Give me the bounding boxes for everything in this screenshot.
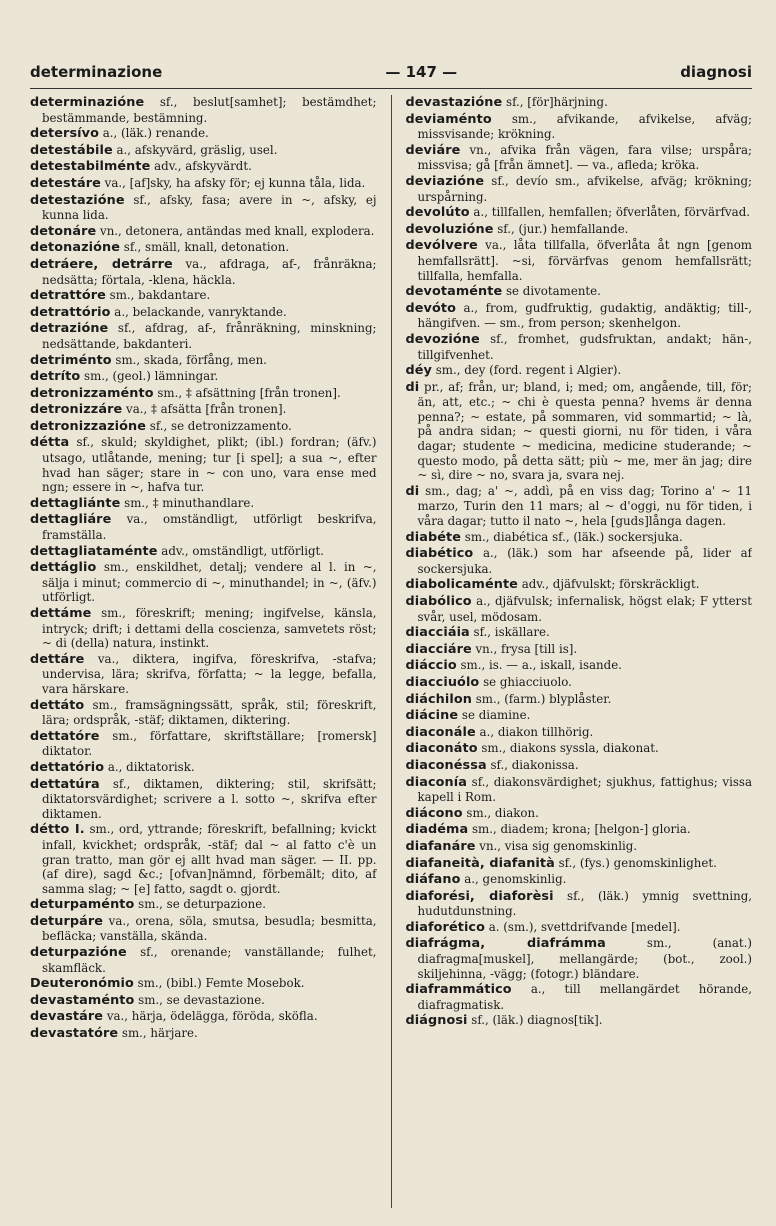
entry-headword: detonáre [30,223,97,239]
entry-definition: vn., frysa [till is]. [471,641,578,656]
dictionary-entry [30,652,377,697]
dictionary-entry [30,321,377,351]
entry-definition: sm., bakdantare. [105,288,211,303]
dictionary-entry [30,606,377,651]
entry-definition: sf., diakonissa. [486,757,579,772]
entry-definition: sm., (bibl.) Femte Mosebok. [133,976,305,991]
entry-definition: sm., framsägningssätt, språk, stil; föreskrift, lära; ordspråk, -stäf; diktamen, diktering. [42,697,377,728]
dictionary-entry [406,238,753,283]
entry-headword: detonazióne [30,240,121,256]
entry-definition: a., till mellangärdet hörande, diafragmatisk. [417,982,752,1012]
entry-definition: a., genomskinlig. [460,872,567,887]
dictionary-entry [406,725,753,741]
entry-headword: deturpaménto [30,897,135,913]
dictionary-entry [30,560,377,605]
entry-definition: sm., diakons syssla, diakonat. [477,741,659,756]
entry-definition: vn., afvika från vägen, fara vilse; urspåra; missvisa; gå [från ämnet]. — va., afleda; kröka. [417,142,752,173]
entry-headword: diágnosi [405,1013,468,1029]
dictionary-entry [406,806,753,822]
entry-headword: dettagliataménte [30,543,158,559]
dictionary-entry [30,976,377,992]
entry-definition: se diamine. [458,708,531,723]
entry-definition: va., orena, söla, smutsa, besudla; besmitta, befläcka; vanställa, skända. [42,913,377,944]
dictionary-entry [30,240,377,256]
dictionary-entry [30,126,377,142]
entry-definition: sm., föreskrift; mening; ingifvelse, känsla, intryck; drift; i dettami della coscienza, samvetets röst; ~ di (della) natura, instinkt. [42,606,377,651]
entry-headword: diácine [405,708,459,724]
entry-headword: diaconále [405,724,476,740]
dictionary-entry [406,775,753,805]
entry-definition: sf., (läk.) diagnos[tik]. [467,1013,603,1028]
dictionary-entry [406,363,753,379]
dictionary-entry [30,496,377,512]
dictionary-entry [30,777,377,822]
dictionary-entry [30,224,377,240]
entry-definition: va., omständligt, utförligt beskrifva, framställa. [42,512,377,543]
entry-definition: sm., diakon. [462,805,539,820]
entry-definition: sf., devío sm., afvikelse, afväg; krökning; urspårning. [417,173,752,204]
dictionary-entry [406,301,753,331]
entry-headword: detríto [30,369,81,385]
entry-definition: a., diakon tillhörig. [475,724,594,739]
entry-headword: dettáme [30,606,92,621]
dictionary-entry [30,914,377,944]
dictionary-entry [30,729,377,759]
entry-definition: sm., (farm.) blyplåster. [471,691,612,706]
entry-definition: sm., dey (ford. regent i Algier). [431,363,622,378]
header-left-guideword: determinazione [30,63,163,81]
entry-definition: sm., (anat.) diafragma[muskel], mellangärde; (bot., zool.) skiljehinna, -vägg; (fotogr.) bländare. [417,936,752,981]
entry-headword: detestábile [30,142,113,158]
dictionary-entry [30,257,377,287]
entry-definition: sf., [för]härjning. [502,95,608,109]
dictionary-entry [406,920,753,936]
entry-headword: dettáto [30,697,85,713]
entry-headword: diaconía [405,774,467,790]
entry-headword: devastaménto [30,992,135,1008]
entry-definition: a., diktatorisk. [104,759,195,774]
dictionary-entry [30,419,377,435]
dictionary-entry [406,692,753,708]
dictionary-entry [406,484,753,529]
header-rule [30,88,752,89]
dictionary-entry [406,546,753,576]
header-right-guideword: diagnosi [680,63,752,81]
entry-headword: Deuteronómio [30,976,134,992]
entry-headword: detráere, detrárre [30,256,173,272]
entry-definition: a., (läk.) som har afseende på, lider af sockersjuka. [417,546,752,576]
entry-headword: detronizzáre [30,402,123,418]
dictionary-entry [406,380,753,483]
entry-definition: sm., ord, yttrande; föreskrift, befallning; kvickt infall, kvickhet; ordspråk, -stäf; dal ~ al fatto c'è un gran tratto, man gör ej allt hvad man säger. — II. pp. (af dire), sagd &c.; [ofvan]nämnd, förbemält; dito, af samma slag; ~ [e] fatto, sagdt o. gjordt. [42,822,377,896]
dictionary-entry [30,353,377,369]
entry-headword: diaframmático [405,982,512,998]
entry-headword: deviáre [405,142,461,158]
entry-headword: detersívo [30,126,99,142]
entry-headword: di [405,483,420,499]
entry-definition: pr., af; från, ur; bland, i; med; om, angående, till, för; än, att, etc.; ~ chi è questa penna? hvems är denna penna?; ~ estate, på sommaren, vid sommartid; ~ là, på andra sidan; ~ questi giorni, nu för tiden, i våra dagar; studente ~ medicina, medicine studerande; ~ questo modo, på detta sätt; più ~ me, mer än jag; dire ~ sì, dire ~ no, svara ja, svara nej. [417,379,752,483]
entry-definition: sf., afdrag, af-, frånräkning, minskning; nedsättande, bakdanteri. [42,321,377,351]
entry-headword: detestabilménte [30,159,151,175]
dictionary-entry [406,872,753,888]
dictionary-entry [406,936,753,981]
dictionary-entry [30,176,377,192]
dictionary-entry [30,512,377,542]
dictionary-entry [30,143,377,159]
entry-headword: diaconáto [405,741,478,757]
entry-headword: détto I. [30,822,85,838]
entry-headword: devólvere [405,238,478,254]
entry-headword: detronizzaménto [30,385,154,401]
dictionary-entry [30,544,377,560]
entry-definition: va., afdraga, af-, frånräkna; nedsätta; förtala, -klena, häckla. [42,256,377,287]
entry-headword: diáfano [405,872,461,888]
dictionary-entry [406,143,753,173]
dictionary-entry [30,435,377,494]
entry-definition: adv., djäfvulskt; förskräckligt. [517,577,700,592]
dictionary-entry [30,288,377,304]
entry-headword: deviazióne [405,173,485,189]
entry-definition: se divotamente. [502,284,601,299]
entry-definition: sf., diktamen, diktering; stil, skrifsätt; diktatorsvärdighet; scrivere a l. sotto ~, skrifva efter diktamen. [42,776,377,821]
entry-definition: a., djäfvulsk; infernalisk, högst elak; F ytterst svår, usel, mödosam. [417,594,752,624]
entry-headword: diacciáre [405,641,472,657]
entry-headword: diafrágma, diafrámma [405,936,606,952]
entry-definition: sm., se devastazione. [134,992,265,1007]
entry-headword: dettagliánte [30,495,121,511]
entry-definition: sm., ‡ minuthandlare. [120,495,255,510]
entry-definition: va., låta tillfalla, öfverlåta åt ngn [genom hemfallsrätt]. ~si, förvärfvas genom hemfallsrätt; tillfalla, hemfalla. [417,238,752,283]
dictionary-entry [406,889,753,919]
entry-headword: diacciuólo [405,674,480,690]
entry-definition: sf., se detronizzamento. [146,418,292,433]
entry-headword: devóto [405,300,456,316]
entry-headword: devotaménte [405,284,503,300]
entry-headword: devolúto [405,205,470,221]
dictionary-entry [30,1026,377,1042]
entry-definition: va., ‡ afsätta [från tronen]. [122,402,287,417]
entry-definition: sf., afsky, fasa; avere in ~, afsky, ej kunna lida. [42,192,377,223]
entry-definition: sm., författare, skriftställare; [romersk] diktator. [42,728,377,759]
entry-headword: dettáglio [30,560,97,576]
dictionary-entry [30,993,377,1009]
entry-headword: detestazióne [30,192,125,208]
entry-definition: adv., omständligt, utförligt. [157,543,325,558]
entry-headword: devoluzióne [405,221,494,237]
dictionary-entry [30,159,377,175]
dictionary-entry [406,594,753,624]
dictionary-entry [406,112,753,142]
entry-definition: sf., beslut[samhet]; bestämdhet; bestämmande, bestämning. [42,95,377,125]
entry-definition: sm., diadem; krona; [helgon-] gloria. [468,822,691,837]
left-column [30,95,377,1208]
entry-headword: detrattóre [30,288,106,304]
dictionary-entry [30,386,377,402]
entry-definition: sf., orenande; vanställande; fulhet, skamfläck. [42,945,377,975]
dictionary-entry [406,284,753,300]
dictionary-entry [30,402,377,418]
entry-definition: sm., (geol.) lämningar. [80,369,219,384]
entry-headword: devastazióne [405,95,503,110]
entry-headword: deturpáre [30,913,104,929]
entry-headword: diaconéssa [405,757,487,773]
dictionary-entry [406,758,753,774]
entry-headword: diabéte [405,529,462,545]
entry-definition: sf., (läk.) ymnig svettning, hudutdunstning. [417,888,752,919]
dictionary-entry [30,305,377,321]
entry-definition: sf., (fys.) genomskinlighet. [554,855,717,870]
entry-headword: deturpazióne [30,945,127,961]
entry-definition: a., (läk.) renande. [98,126,209,141]
dictionary-entry [406,205,753,221]
dictionary-entry [406,658,753,674]
entry-definition: va., diktera, ingifva, föreskrifva, -stafva; undervisa, lära; skrifva, författa; ~ la legge, befalla, vara härskare. [42,651,377,696]
entry-headword: dettagliáre [30,512,112,528]
entry-definition: sm., enskildhet, detalj; vendere al l. in ~, sälja i minut; commercio di ~, minuthandel; in ~, (äfv.) utförligt. [42,560,377,605]
column-divider [391,95,392,1208]
entry-definition: va., [af]sky, ha afsky för; ej kunna tåla, lida. [100,175,366,190]
entry-definition: sf., fromhet, gudsfruktan, andakt; hän-, tillgifvenhet. [417,331,752,362]
columns [30,95,752,1208]
entry-definition: sm., dag; a' ~, addì, på en viss dag; Torino a' ~ 11 marzo, Turin den 11 mars; al ~ d'oggi, nu för tiden, i våra dagar; tutto il nato ~, hela [guds]långa dagen. [417,483,752,529]
entry-headword: dettatório [30,759,105,775]
entry-definition: vn., detonera, antändas med knall, explodera. [96,223,375,238]
dictionary-entry [406,222,753,238]
entry-definition: sm., afvikande, afvikelse, afväg; missvisande; krökning. [417,111,752,142]
entry-headword: devastáre [30,1009,104,1025]
entry-headword: dettatóre [30,728,100,744]
entry-definition: vn., visa sig genomskinlig. [475,838,638,853]
entry-headword: diafanáre [405,838,476,854]
dictionary-entry [406,174,753,204]
entry-headword: diaforési, diaforèsi [405,888,554,904]
entry-headword: diaforético [405,919,486,935]
dictionary-entry [30,1009,377,1025]
dictionary-entry [30,822,377,896]
entry-definition: a., belackande, vanryktande. [110,304,287,319]
entry-headword: detestáre [30,175,101,191]
dictionary-entry [406,530,753,546]
entry-headword: diáccio [405,658,457,674]
entry-headword: diacciáia [405,625,470,641]
right-column [406,95,753,1208]
entry-headword: diáchilon [405,691,472,707]
entry-definition: sf., smäll, knall, detonation. [120,240,290,255]
dictionary-entry [406,642,753,658]
dictionary-entry [406,675,753,691]
dictionary-entry [406,577,753,593]
entry-headword: detrazióne [30,321,109,337]
entry-headword: détta [30,435,70,451]
dictionary-entry [30,698,377,728]
entry-headword: detriménto [30,352,112,368]
entry-headword: dettatúra [30,776,100,792]
dictionary-entry [406,1013,753,1029]
dictionary-entry [30,760,377,776]
entry-definition: sm., se deturpazione. [134,897,266,912]
entry-headword: di [405,379,420,395]
dictionary-entry [406,95,753,111]
entry-definition: a., from, gudfruktig, gudaktig, andäktig; till-, hängifven. — sm., from person; skenhelgon. [417,300,752,331]
entry-definition: sf., diakonsvärdighet; sjukhus, fattighus; vissa kapell i Rom. [417,774,752,805]
entry-headword: deviaménto [405,111,492,127]
entry-definition: sm., skada, förfång, men. [111,352,267,367]
entry-headword: déy [405,363,432,379]
entry-definition: sm., diabética sf., (läk.) sockersjuka. [461,529,683,544]
entry-headword: devozióne [405,331,480,347]
entry-headword: diadéma [405,822,469,838]
dictionary-entry [30,945,377,975]
entry-definition: va., härja, ödelägga, föröda, sköfla. [103,1009,318,1024]
entry-definition: sm., ‡ afsättning [från tronen]. [153,385,341,400]
entry-definition: a., tillfallen, hemfallen; öfverlåten, förvärfvad. [469,205,751,220]
dictionary-entry [406,332,753,362]
entry-headword: detronizzazióne [30,418,147,434]
entry-definition: sm., is. — a., iskall, isande. [456,658,622,673]
entry-headword: diabético [405,546,474,562]
entry-definition: sf., skuld; skyldighet, plikt; (ibl.) fordran; (äfv.) utsago, utlåtande, mening; tur [i spel]; a sua ~, efter hvad han säger; stare in ~ con uno, vara ense med ngn; essere in ~, hafva tur. [42,435,377,495]
entry-headword: diafaneità, diafanità [405,855,555,871]
dictionary-entry [406,708,753,724]
dictionary-entry [30,95,377,125]
entry-definition: sm., härjare. [118,1026,198,1041]
page-number: — 147 — [385,63,458,81]
dictionary-entry [406,822,753,838]
entry-definition: sf., (jur.) hemfallande. [493,221,629,236]
entry-headword: dettáre [30,651,85,667]
entry-headword: detrattório [30,304,111,320]
entry-definition: sf., iskällare. [469,625,550,640]
entry-definition: adv., afskyvärdt. [150,159,252,174]
dictionary-entry [406,856,753,872]
entry-headword: diabólico [405,594,472,609]
entry-definition: a. (sm.), svettdrifvande [medel]. [485,919,681,934]
entry-definition: a., afskyvärd, gräslig, usel. [112,142,278,157]
entry-definition: se ghiacciuolo. [479,674,572,689]
dictionary-entry [406,982,753,1012]
dictionary-entry [406,741,753,757]
entry-headword: diabolicaménte [405,577,518,593]
dictionary-entry [30,193,377,223]
entry-headword: diácono [405,805,463,821]
entry-headword: devastatóre [30,1026,119,1042]
entry-headword: determinazióne [30,95,145,110]
dictionary-entry [406,625,753,641]
dictionary-entry [30,897,377,913]
dictionary-entry [406,839,753,855]
dictionary-entry [30,369,377,385]
page-header [30,60,752,84]
